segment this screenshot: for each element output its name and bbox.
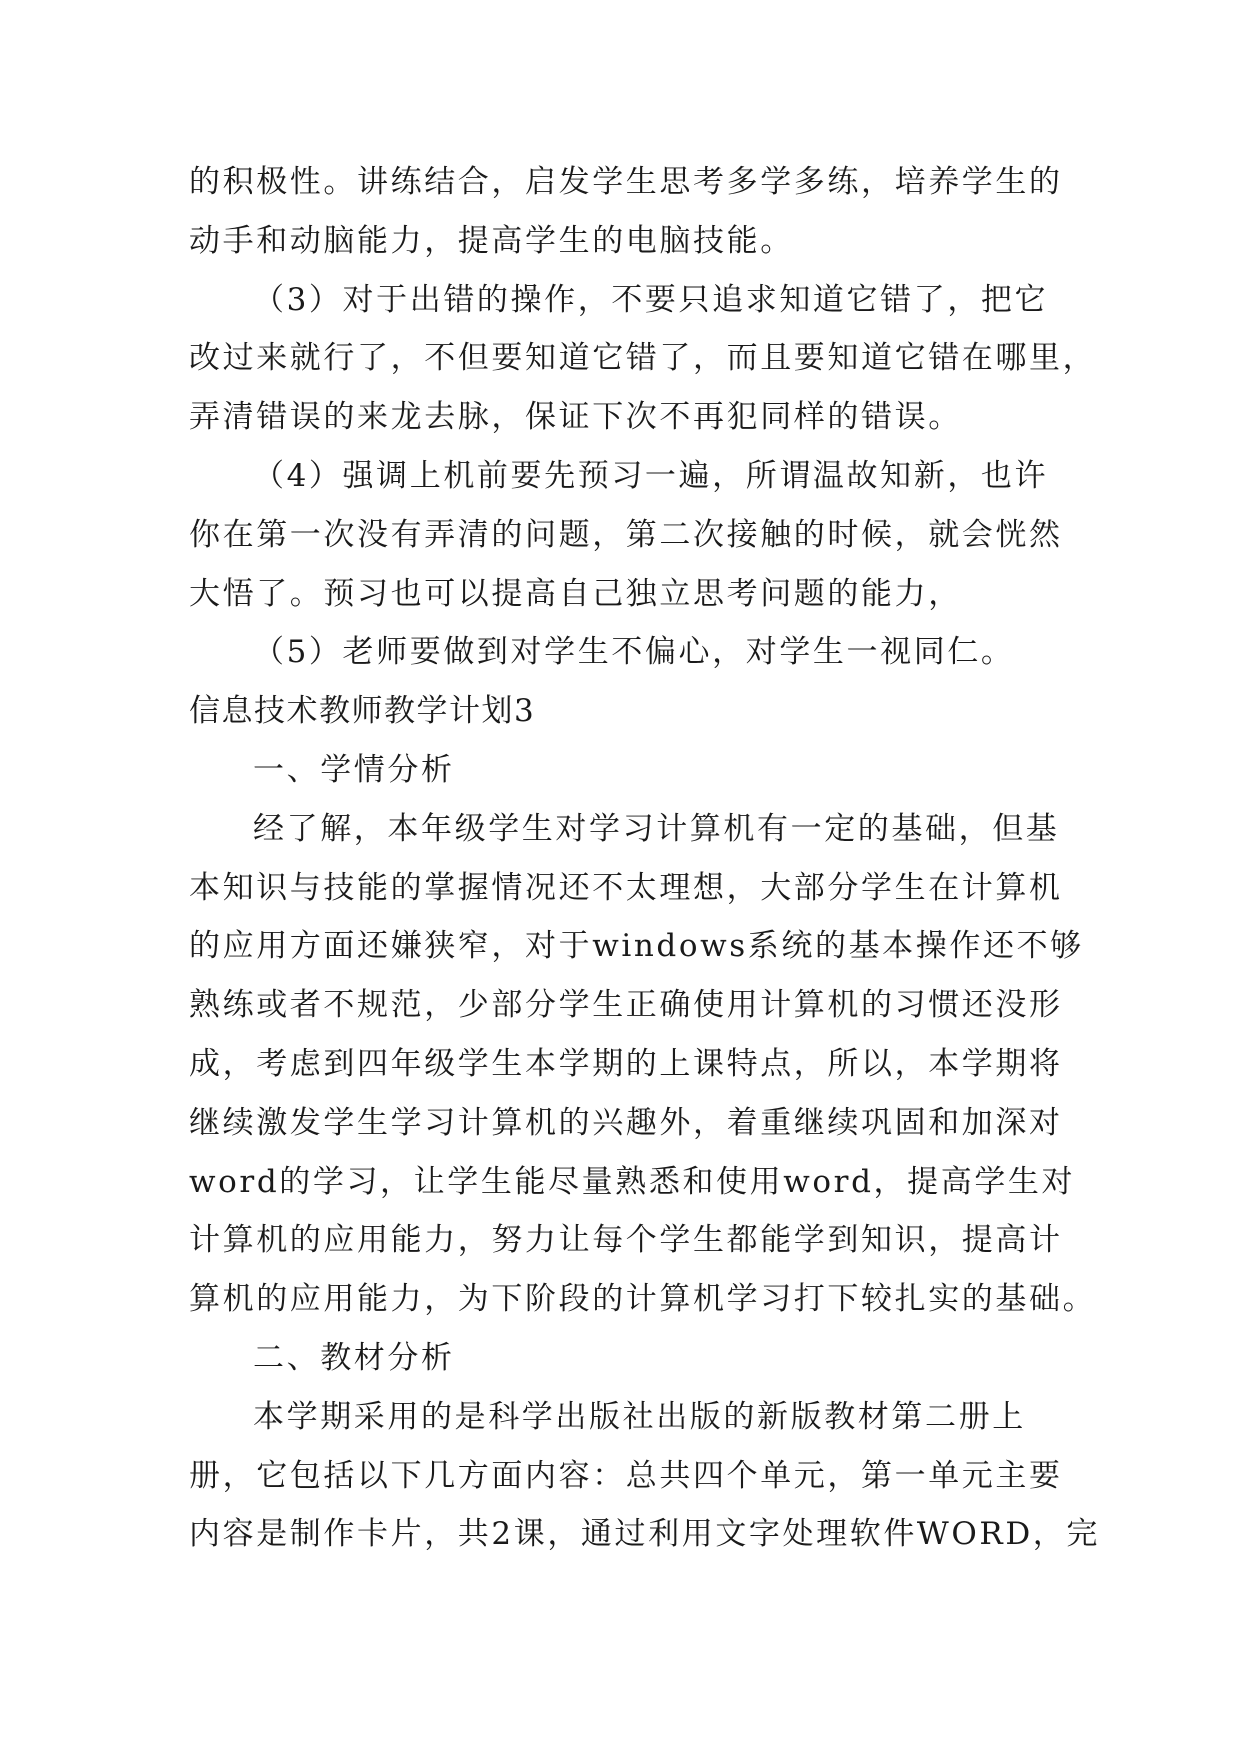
body-line: 熟练或者不规范，少部分学生正确使用计算机的习惯还没形 (189, 987, 1063, 1024)
subsection-heading-learning-analysis: 一、学情分析 (253, 751, 455, 788)
list-item-4: （4）强调上机前要先预习一遍，所谓温故知新，也许 (253, 457, 1049, 494)
paragraph-first-line: 本学期采用的是科学出版社出版的新版教材第二册上 (253, 1398, 1026, 1435)
body-line: 弄清错误的来龙去脉，保证下次不再犯同样的错误。 (189, 399, 962, 436)
subsection-heading-textbook-analysis: 二、教材分析 (253, 1339, 455, 1376)
document-body (189, 153, 1100, 1564)
body-line: 计算机的应用能力，努力让每个学生都能学到知识，提高计 (189, 1222, 1063, 1259)
body-line: 你在第一次没有弄清的问题，第二次接触的时候，就会恍然 (189, 516, 1063, 553)
body-line: word的学习，让学生能尽量熟悉和使用word，提高学生对 (189, 1163, 1076, 1200)
body-line: 成，考虑到四年级学生本学期的上课特点，所以，本学期将 (189, 1045, 1063, 1082)
body-line: 改过来就行了，不但要知道它错了，而且要知道它错在哪里， (189, 340, 1097, 377)
body-line: 算机的应用能力，为下阶段的计算机学习打下较扎实的基础。 (189, 1281, 1097, 1318)
list-item-3: （3）对于出错的操作，不要只追求知道它错了，把它 (253, 281, 1049, 318)
paragraph-first-line: 经了解，本年级学生对学习计算机有一定的基础，但基 (253, 810, 1060, 847)
body-line: 的应用方面还嫌狭窄，对于windows系统的基本操作还不够 (189, 928, 1084, 965)
body-line: 本知识与技能的掌握情况还不太理想，大部分学生在计算机 (189, 869, 1063, 906)
body-line: 继续激发学生学习计算机的兴趣外，着重继续巩固和加深对 (189, 1104, 1063, 1141)
section-title: 信息技术教师教学计划3 (189, 693, 536, 730)
list-item-5: （5）老师要做到对学生不偏心，对学生一视同仁。 (253, 634, 1015, 671)
body-line: 的积极性。讲练结合，启发学生思考多学多练，培养学生的 (189, 164, 1063, 200)
body-line: 册，它包括以下几方面内容：总共四个单元，第一单元主要 (189, 1457, 1063, 1494)
body-line: 动手和动脑能力，提高学生的电脑技能。 (189, 222, 794, 259)
body-line: 内容是制作卡片，共2课，通过利用文字处理软件WORD，完 (189, 1516, 1100, 1553)
body-line: 大悟了。预习也可以提高自己独立思考问题的能力， (189, 575, 962, 612)
